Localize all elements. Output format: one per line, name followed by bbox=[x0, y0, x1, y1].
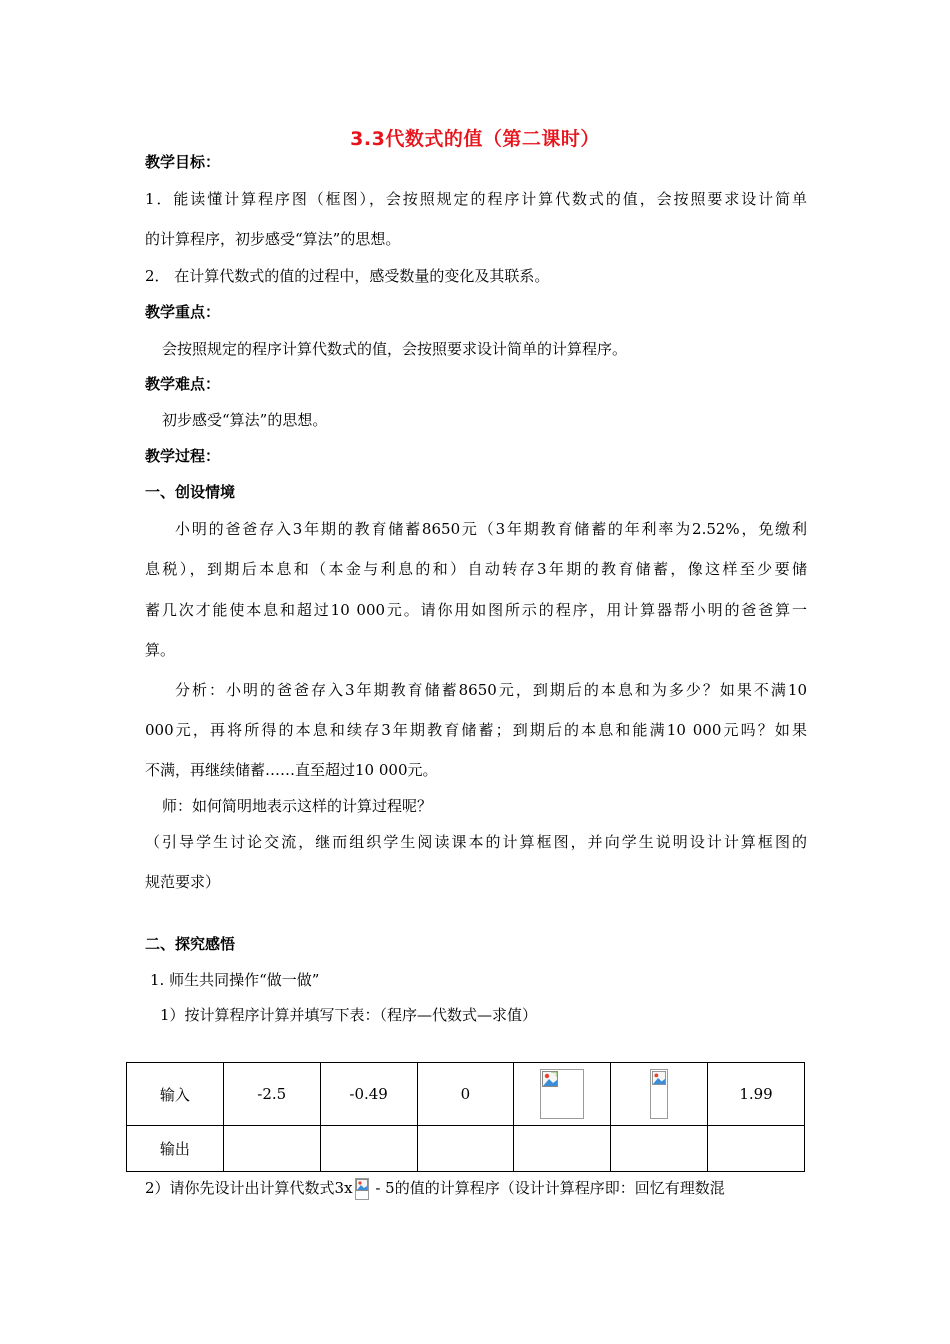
table-cell-output bbox=[223, 1126, 320, 1172]
sub-task-2 bbox=[145, 1178, 807, 1200]
table-cell-output bbox=[514, 1126, 611, 1172]
table-cell-input: 1.99 bbox=[708, 1063, 805, 1126]
input-output-table bbox=[126, 1062, 805, 1172]
key-points-heading: 教学重点： bbox=[145, 303, 221, 321]
objective-1-line-1: 1．能读懂计算程序图（框图），会按照规定的程序计算代数式的值，会按照要求设计简单 bbox=[145, 190, 807, 208]
objective-1-line-2: 的计算程序，初步感受“算法”的思想。 bbox=[145, 230, 401, 248]
section-1-heading: 一、创设情境 bbox=[145, 483, 236, 501]
teacher-question: 师：如何简明地表示这样的计算过程呢？ bbox=[162, 797, 433, 815]
sub-task-2-suffix: - 5的值的计算程序（设计计算程序即：回忆有理数混 bbox=[370, 1179, 725, 1197]
scenario-line-1: 小明的爸爸存入3年期的教育储蓄8650元（3年期教育储蓄的年利率为2.52%，免缴利 bbox=[175, 520, 807, 538]
table-row-input bbox=[127, 1063, 805, 1126]
analysis-line-2: 000元，再将所得的本息和续存3年期教育储蓄；到期后的本息和能满10 000元吗？如果 bbox=[145, 721, 807, 739]
table-cell-input bbox=[611, 1063, 708, 1126]
difficulties-text: 初步感受“算法”的思想。 bbox=[162, 411, 328, 429]
guidance-note-line-2: 规范要求） bbox=[145, 873, 221, 891]
activity-1: 1. 师生共同操作“做一做” bbox=[150, 971, 320, 989]
objectives-heading: 教学目标： bbox=[145, 153, 221, 171]
scenario-line-3: 蓄几次才能使本息和超过10 000元。请你用如图所示的程序，用计算器帮小明的爸爸算一 bbox=[145, 601, 807, 619]
section-2-heading: 二、探究感悟 bbox=[145, 935, 236, 953]
sub-task-2-prefix: 2）请你先设计出计算代数式3x bbox=[145, 1179, 353, 1197]
table-cell-output bbox=[320, 1126, 417, 1172]
objective-2: 2． 在计算代数式的值的过程中，感受数量的变化及其联系。 bbox=[145, 267, 550, 285]
broken-image-icon bbox=[355, 1178, 369, 1200]
guidance-note-line-1: （引导学生讨论交流，继而组织学生阅读课本的计算框图，并向学生说明设计计算框图的 bbox=[145, 833, 807, 851]
scenario-line-2: 息税），到期后本息和（本金与利息的和）自动转存3年期的教育储蓄，像这样至少要储 bbox=[145, 560, 807, 578]
table-cell-input: -2.5 bbox=[223, 1063, 320, 1126]
difficulties-heading: 教学难点： bbox=[145, 375, 221, 393]
table-cell-output bbox=[417, 1126, 514, 1172]
table-cell-output bbox=[611, 1126, 708, 1172]
table-cell-input: 0 bbox=[417, 1063, 514, 1126]
table-cell-label: 输出 bbox=[127, 1126, 224, 1172]
key-points-text: 会按照规定的程序计算代数式的值，会按照要求设计简单的计算程序。 bbox=[162, 340, 628, 358]
broken-image-icon bbox=[650, 1069, 668, 1119]
page-title: 3.3代数式的值（第二课时） bbox=[350, 128, 600, 150]
table-cell-label: 输入 bbox=[127, 1063, 224, 1126]
process-heading: 教学过程： bbox=[145, 447, 221, 465]
sub-task-1: 1）按计算程序计算并填写下表：（程序—代数式—求值） bbox=[160, 1006, 538, 1024]
broken-image-icon bbox=[540, 1069, 584, 1119]
table-row-output bbox=[127, 1126, 805, 1172]
analysis-line-3: 不满，再继续储蓄……直至超过10 000元。 bbox=[145, 761, 438, 779]
table-cell-input bbox=[514, 1063, 611, 1126]
table-cell-output bbox=[708, 1126, 805, 1172]
analysis-line-1: 分析：小明的爸爸存入3年期教育储蓄8650元，到期后的本息和为多少？如果不满10 bbox=[175, 681, 807, 699]
scenario-line-4: 算。 bbox=[145, 641, 176, 659]
table-cell-input: -0.49 bbox=[320, 1063, 417, 1126]
